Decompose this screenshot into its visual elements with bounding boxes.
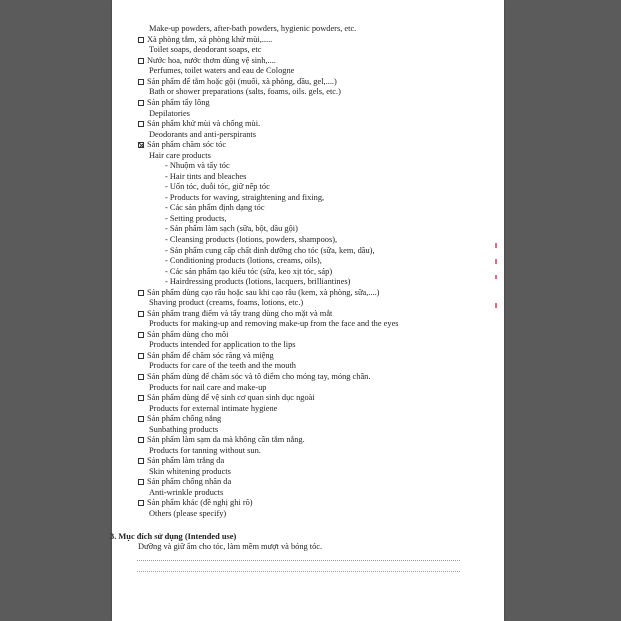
checkbox[interactable] [138, 500, 144, 506]
checkbox[interactable] [138, 416, 144, 422]
checkbox-item[interactable] [138, 119, 260, 130]
checkbox[interactable] [138, 100, 144, 106]
checkbox[interactable] [138, 37, 144, 43]
checkbox-item[interactable] [138, 414, 221, 425]
checkbox-item[interactable] [138, 372, 370, 383]
checkbox[interactable] [138, 142, 144, 148]
checkbox-item[interactable] [138, 77, 337, 88]
text-line: - Conditioning products (lotions, creams, oils), [165, 256, 322, 265]
text-line: - Products for waving, straightening and fixing, [165, 193, 325, 202]
checkbox[interactable] [138, 374, 144, 380]
margin-mark [495, 275, 497, 279]
dotted-fill-line [137, 571, 460, 572]
text-line: Toilet soaps, deodorant soaps, etc [149, 45, 262, 54]
dotted-fill-line [137, 560, 460, 561]
checkbox[interactable] [138, 79, 144, 85]
checkbox-item[interactable] [138, 477, 231, 488]
checkbox-item[interactable] [138, 498, 253, 509]
text-line: Sunbathing products [149, 425, 219, 434]
item-label: Xà phòng tắm, xà phòng khử mùi,..... [147, 35, 273, 44]
text-line: - Các sản phẩm định dạng tóc [165, 203, 265, 212]
text-line: - Cleansing products (lotions, powders, shampoos), [165, 235, 338, 244]
checkbox-item[interactable] [138, 456, 224, 467]
item-label: Sản phẩm tẩy lông [147, 98, 210, 107]
item-label: Sản phẩm làm sạm da mà không cần tắm nắng. [147, 435, 305, 444]
text-line: - Hair tints and bleaches [165, 172, 247, 181]
item-label: Sản phẩm trang điểm và tẩy trang dùng cho mặt và mắt [147, 309, 333, 318]
checkbox[interactable] [138, 58, 144, 64]
text-line: Others (please specify) [149, 509, 227, 518]
item-label: Sản phẩm dùng cạo râu hoặc sau khi cạo râu (kem, xà phòng, sữa,....) [147, 288, 380, 297]
item-label: Nước hoa, nước thơm dùng vệ sinh,.... [147, 56, 276, 65]
text-line: - Sản phẩm cung cấp chất dinh dưỡng cho tóc (sữa, kem, dầu), [165, 246, 375, 255]
text-line: Products intended for application to the lips [149, 340, 296, 349]
text-line: Skin whitening products [149, 467, 231, 476]
text-line: Perfumes, toilet waters and eau de Cologne [149, 66, 295, 75]
text-line: Deodorants and anti-perspirants [149, 130, 256, 139]
checkbox[interactable] [138, 458, 144, 464]
item-label: Sản phẩm chăm sóc tóc [147, 140, 227, 149]
text-line: Hair care products [149, 151, 211, 160]
item-label: Sản phẩm dùng để chăm sóc và tô điểm cho móng tay, móng chân. [147, 372, 371, 381]
text-line: - Hairdressing products (lotions, lacquers, brilliantines) [165, 277, 351, 286]
item-label: Sản phẩm khác (đề nghị ghi rõ) [147, 498, 253, 507]
checkbox[interactable] [138, 437, 144, 443]
text-line: - Setting products, [165, 214, 227, 223]
text-line: Anti-wrinkle products [149, 488, 224, 497]
checkbox-item[interactable] [138, 56, 276, 67]
text-line: - Nhuộm và tẩy tóc [165, 161, 230, 170]
item-label: Sản phẩm làm trắng da [147, 456, 225, 465]
text-line: - Sản phẩm làm sạch (sữa, bột, dầu gội) [165, 224, 298, 233]
text-line: Products for care of the teeth and the mouth [149, 361, 296, 370]
item-label: Sản phẩm chống nhăn da [147, 477, 232, 486]
item-label: Sản phẩm khử mùi và chống mùi. [147, 119, 261, 128]
checkbox-item[interactable] [138, 309, 332, 320]
checkbox[interactable] [138, 479, 144, 485]
text-line: Shaving product (creams, foams, lotions, etc.) [149, 298, 304, 307]
checkbox-item[interactable] [138, 288, 379, 299]
checkbox-item[interactable] [138, 35, 272, 46]
text-line: Bath or shower preparations (salts, foams, oils. gels, etc.) [149, 87, 341, 96]
text-line: Products for making-up and removing make-up from the face and the eyes [149, 319, 399, 328]
item-label: Sản phẩm chống nắng [147, 414, 222, 423]
text-line: Make-up powders, after-bath powders, hygienic powders, etc. [149, 24, 357, 33]
checkbox[interactable] [138, 311, 144, 317]
checkbox[interactable] [138, 353, 144, 359]
section-heading: 3. Mục đích sử dụng (Intended use) [110, 532, 237, 541]
margin-mark [495, 303, 497, 308]
item-label: Sản phẩm dùng để vệ sinh cơ quan sinh dục ngoài [147, 393, 315, 402]
text-line: Depilatories [149, 109, 190, 118]
margin-mark [495, 259, 497, 264]
text-line: Products for tanning without sun. [149, 446, 261, 455]
checkbox-item[interactable] [138, 330, 228, 341]
checkbox-item[interactable] [138, 435, 305, 446]
item-label: Sản phẩm dùng cho môi [147, 330, 229, 339]
checkbox[interactable] [138, 121, 144, 127]
checkbox-item[interactable] [138, 140, 226, 151]
item-label: Sản phẩm để tắm hoặc gội (muối, xà phòng, dầu, gel,....) [147, 77, 337, 86]
checkbox-item[interactable] [138, 98, 210, 109]
text-line: Products for external intimate hygiene [149, 404, 278, 413]
checkbox[interactable] [138, 290, 144, 296]
checkbox[interactable] [138, 395, 144, 401]
checkbox-item[interactable] [138, 351, 274, 362]
item-label: Sản phẩm để chăm sóc răng và miệng [147, 351, 274, 360]
text-line: - Các sản phẩm tạo kiểu tóc (sữa, keo xịt tóc, sáp) [165, 267, 333, 276]
checkbox[interactable] [138, 332, 144, 338]
checkbox-item[interactable] [138, 393, 315, 404]
text-line: Products for nail care and make-up [149, 383, 267, 392]
margin-mark [495, 243, 497, 248]
intended-use-value: Dưỡng và giữ ẩm cho tóc, làm mềm mượt và bóng tóc. [138, 542, 323, 551]
text-line: - Uốn tóc, duỗi tóc, giữ nếp tóc [165, 182, 270, 191]
